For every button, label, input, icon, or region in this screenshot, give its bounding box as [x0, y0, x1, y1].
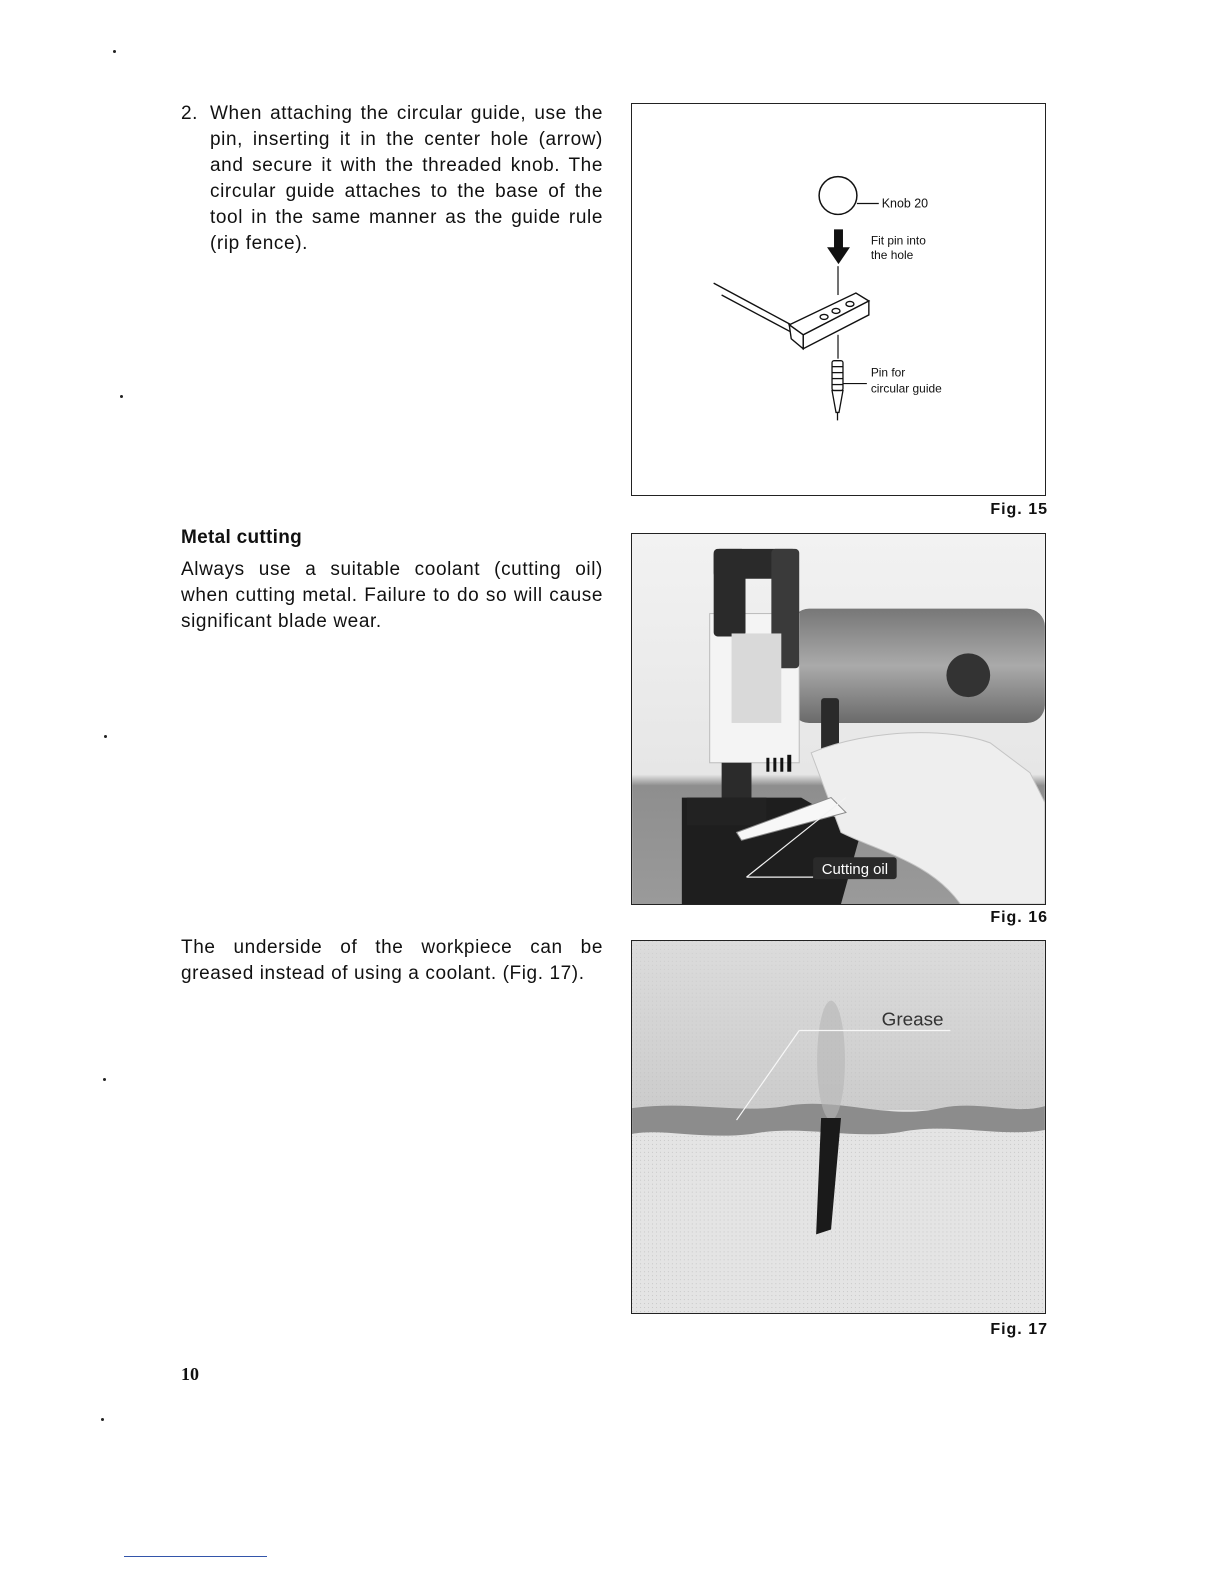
- scan-speck: [113, 50, 116, 53]
- scan-speck: [120, 395, 123, 398]
- knob-icon: [819, 177, 857, 215]
- greased-workpiece-photo: [632, 941, 1045, 1313]
- pin-icon: [832, 361, 843, 421]
- grease-label: Grease: [881, 1009, 944, 1031]
- down-arrow-icon: [834, 229, 843, 249]
- scan-speck: [103, 1078, 106, 1081]
- fig-15-caption: Fig. 15: [990, 501, 1048, 518]
- step-2-text: When attaching the circular guide, use the pin, inserting it in the center hole (arrow) and secure it with the threaded knob. The circular guide attaches to the base of the tool in the same manner as the guide rule (rip fence).: [210, 103, 603, 254]
- metal-cutting-text: Always use a suitable coolant (cutting oil) when cutting metal. Failure to do so will cause significant blade wear.: [181, 559, 603, 632]
- figure-16-photo: [631, 533, 1046, 905]
- fig-16-caption: Fig. 16: [990, 909, 1048, 926]
- circular-guide-bar: [714, 283, 869, 349]
- pin-label-line2: circular guide: [870, 381, 942, 396]
- figure-15-diagram: [631, 103, 1046, 496]
- metal-cutting-heading: Metal cutting: [181, 527, 303, 548]
- figure-17-photo: [631, 940, 1046, 1314]
- cutting-oil-label: Cutting oil: [821, 862, 889, 879]
- knob-label: Knob 20: [881, 196, 929, 211]
- jigsaw-handle: [714, 549, 746, 637]
- fit-pin-label-line2: the hole: [870, 248, 914, 263]
- pin-label-line1: Pin for: [870, 365, 906, 380]
- fit-pin-label-line1: Fit pin into: [870, 233, 926, 248]
- page-number: 10: [181, 1364, 199, 1384]
- jigsaw-cutting-oil-photo: [632, 534, 1045, 904]
- fig-17-caption: Fig. 17: [990, 1321, 1048, 1338]
- bottom-scan-line: [124, 1556, 267, 1557]
- scan-speck: [101, 1418, 104, 1421]
- step-number: 2.: [181, 103, 199, 124]
- scan-speck: [104, 735, 107, 738]
- step-2-paragraph: [181, 101, 603, 257]
- circular-guide-diagram: [632, 104, 1045, 495]
- grease-note-text: The underside of the workpiece can be greased instead of using a coolant. (Fig. 17).: [181, 937, 603, 984]
